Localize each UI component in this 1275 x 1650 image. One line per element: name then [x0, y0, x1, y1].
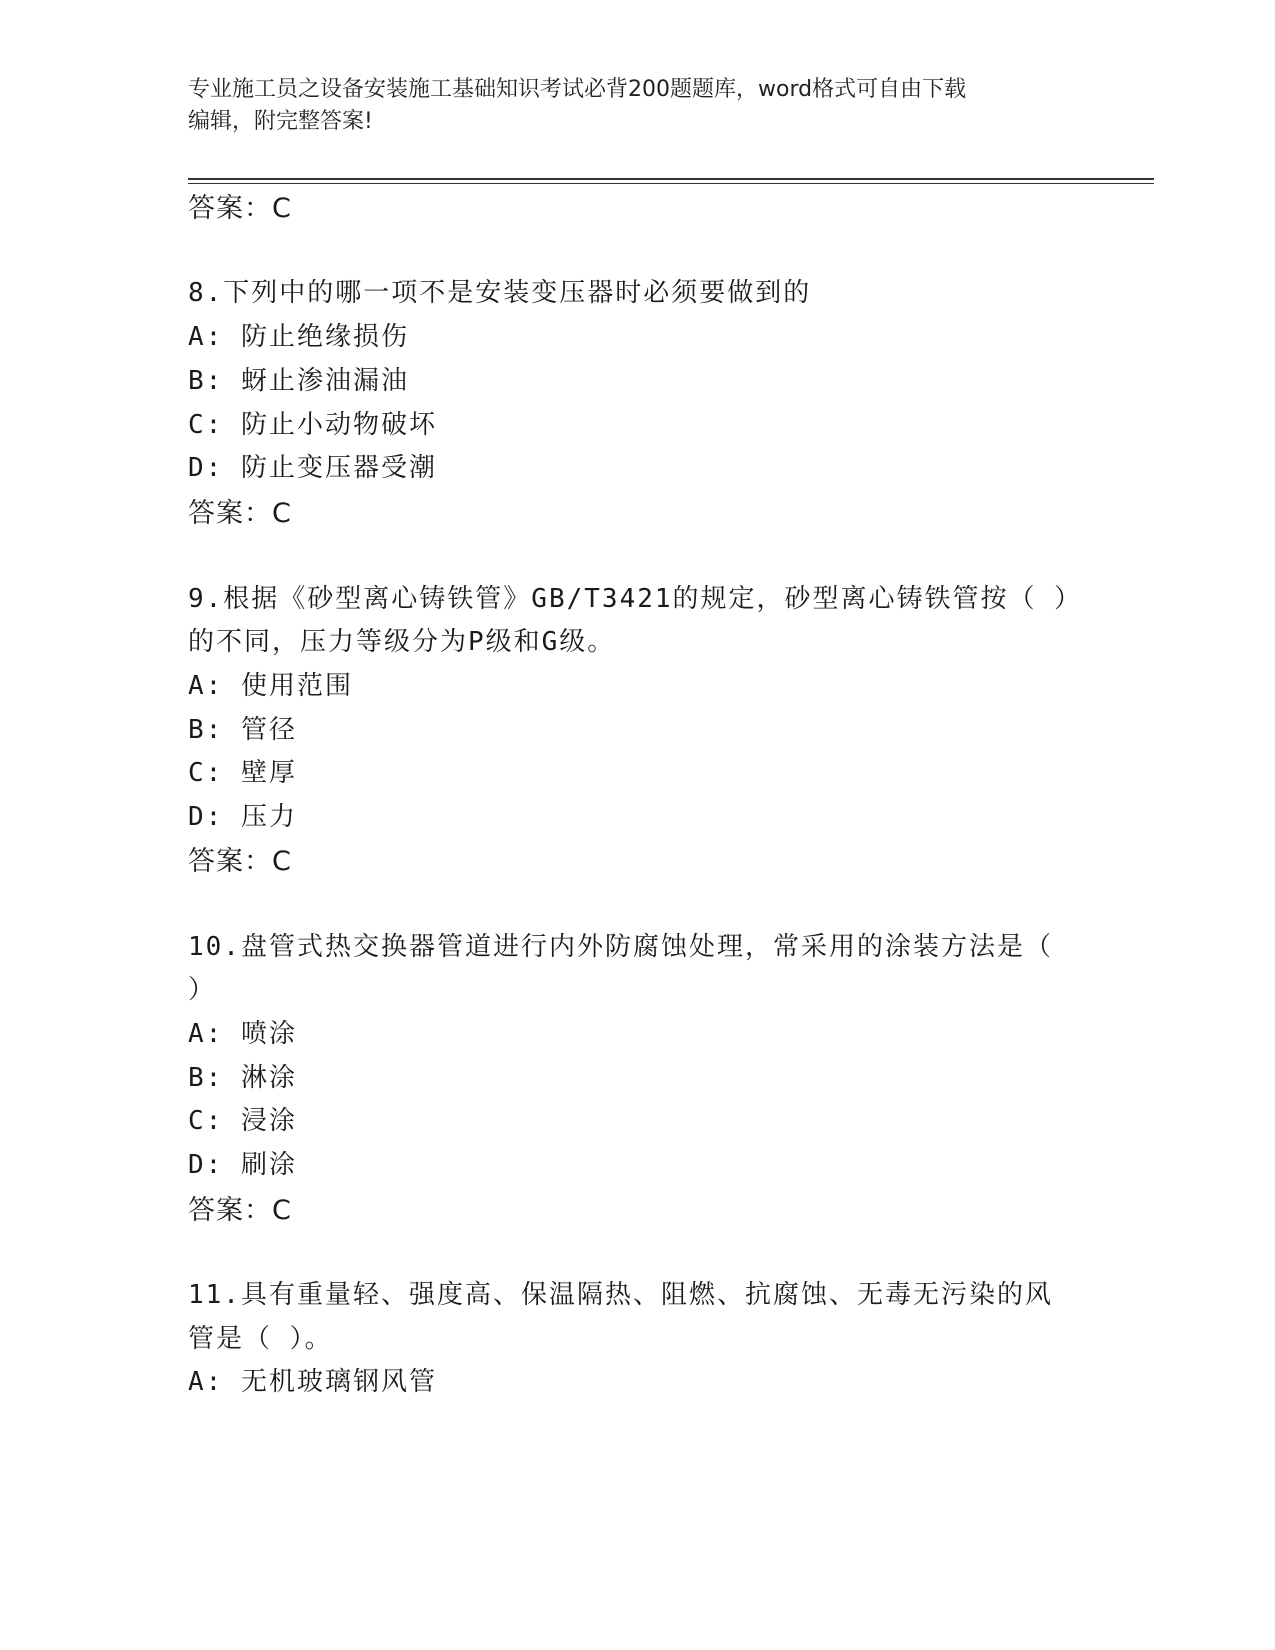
question-stem-cont: ） [188, 975, 217, 1005]
option-b: B: 蚜止渗油漏油 [188, 366, 409, 396]
option-a: A: 无机玻璃钢风管 [188, 1367, 437, 1397]
option-b: B: 淋涂 [188, 1063, 297, 1093]
option-a: A: 喷涂 [188, 1019, 297, 1049]
header-divider-thin [188, 183, 1154, 184]
option-d: D: 防止变压器受潮 [188, 453, 437, 483]
question-stem-cont: 的不同，压力等级分为P级和G级。 [188, 627, 616, 657]
option-c: C: 浸涂 [188, 1106, 297, 1136]
option-d: D: 压力 [188, 802, 297, 832]
question-stem: 10.盘管式热交换器管道进行内外防腐蚀处理，常采用的涂装方法是（ [188, 932, 1053, 962]
document-header [188, 74, 1068, 138]
question-stem: 9.根据《砂型离心铸铁管》GB/T3421的规定，砂型离心铸铁管按（ ） [188, 584, 1083, 614]
header-line-2: 编辑，附完整答案! [188, 109, 373, 134]
question-stem: 8.下列中的哪一项不是安装变压器时必须要做到的 [188, 278, 812, 308]
header-divider-thick [188, 178, 1154, 180]
question-stem-cont: 管是（ ）。 [188, 1324, 333, 1354]
answer-line: 答案：C [188, 1195, 292, 1226]
option-a: A: 防止绝缘损伤 [188, 322, 409, 352]
option-a: A: 使用范围 [188, 671, 353, 701]
option-c: C: 壁厚 [188, 758, 297, 788]
answer-line: 答案：C [188, 498, 292, 529]
option-d: D: 刷涂 [188, 1150, 297, 1180]
option-b: B: 管径 [188, 715, 297, 745]
header-line-1: 专业施工员之设备安装施工基础知识考试必背200题题库，word格式可自由下载 [188, 77, 967, 102]
question-stem: 11.具有重量轻、强度高、保温隔热、阻燃、抗腐蚀、无毒无污染的风 [188, 1280, 1053, 1310]
answer-line: 答案：C [188, 193, 292, 224]
answer-line: 答案：C [188, 846, 292, 877]
option-c: C: 防止小动物破坏 [188, 410, 437, 440]
